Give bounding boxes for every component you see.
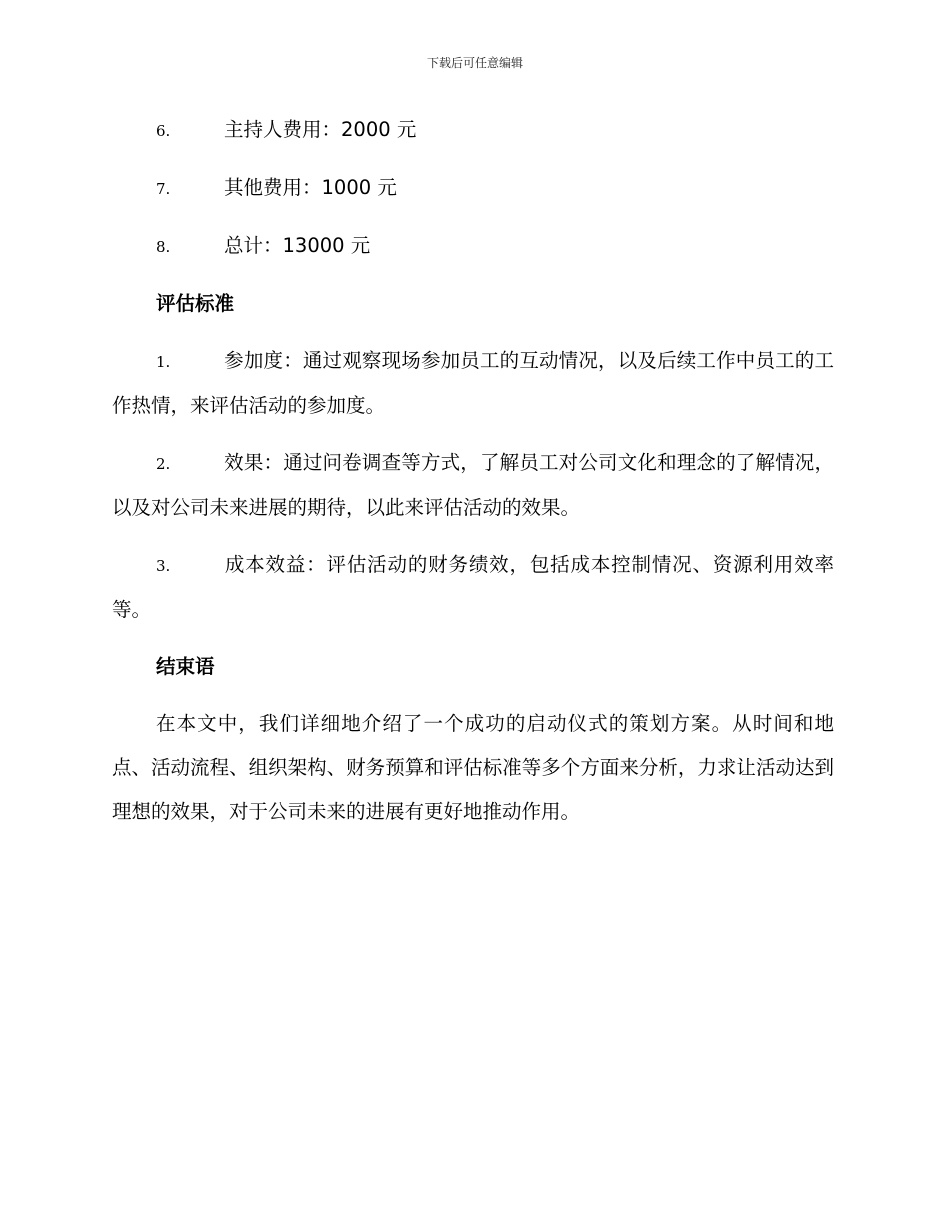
- page-header: 下载后可任意编辑: [426, 56, 523, 70]
- list-text: 参加度：通过观察现场参加员工的互动情况，以及后续工作中员工的工作热情，来评估活动的参加度。: [112, 349, 834, 417]
- conclusion-paragraph: 在本文中，我们详细地介绍了一个成功的启动仪式的策划方案。从时间和地点、活动流程、组织架构、财务预算和评估标准等多个方面来分析，力求让活动达到理想的效果，对于公司未来的进展有更好地推动作用。: [112, 712, 834, 823]
- list-number: 8.: [156, 238, 171, 256]
- list-text: 效果：通过问卷调查等方式，了解员工对公司文化和理念的了解情况，以及对公司未来进展的期待，以此来评估活动的效果。: [112, 451, 834, 519]
- list-number: 3.: [156, 557, 171, 575]
- list-number: 6.: [156, 122, 171, 140]
- list-number: 1.: [156, 353, 171, 371]
- conclusion-heading: 结束语: [156, 655, 215, 678]
- evaluation-item-effect: [112, 441, 834, 530]
- list-number: 7.: [156, 180, 171, 198]
- document-body: [112, 108, 834, 834]
- list-text: 成本效益：评估活动的财务绩效，包括成本控制情况、资源利用效率等。: [112, 553, 834, 621]
- budget-item-host: [112, 108, 834, 153]
- budget-item-total: [112, 224, 834, 269]
- list-text: 其他费用：1000 元: [224, 176, 397, 199]
- list-text: 主持人费用：2000 元: [224, 118, 417, 141]
- evaluation-item-participation: [112, 339, 834, 428]
- list-number: 2.: [156, 455, 171, 473]
- budget-item-other: [112, 166, 834, 211]
- evaluation-heading: 评估标准: [156, 292, 235, 315]
- evaluation-item-cost-benefit: [112, 543, 834, 632]
- list-text: 总计：13000 元: [224, 234, 371, 257]
